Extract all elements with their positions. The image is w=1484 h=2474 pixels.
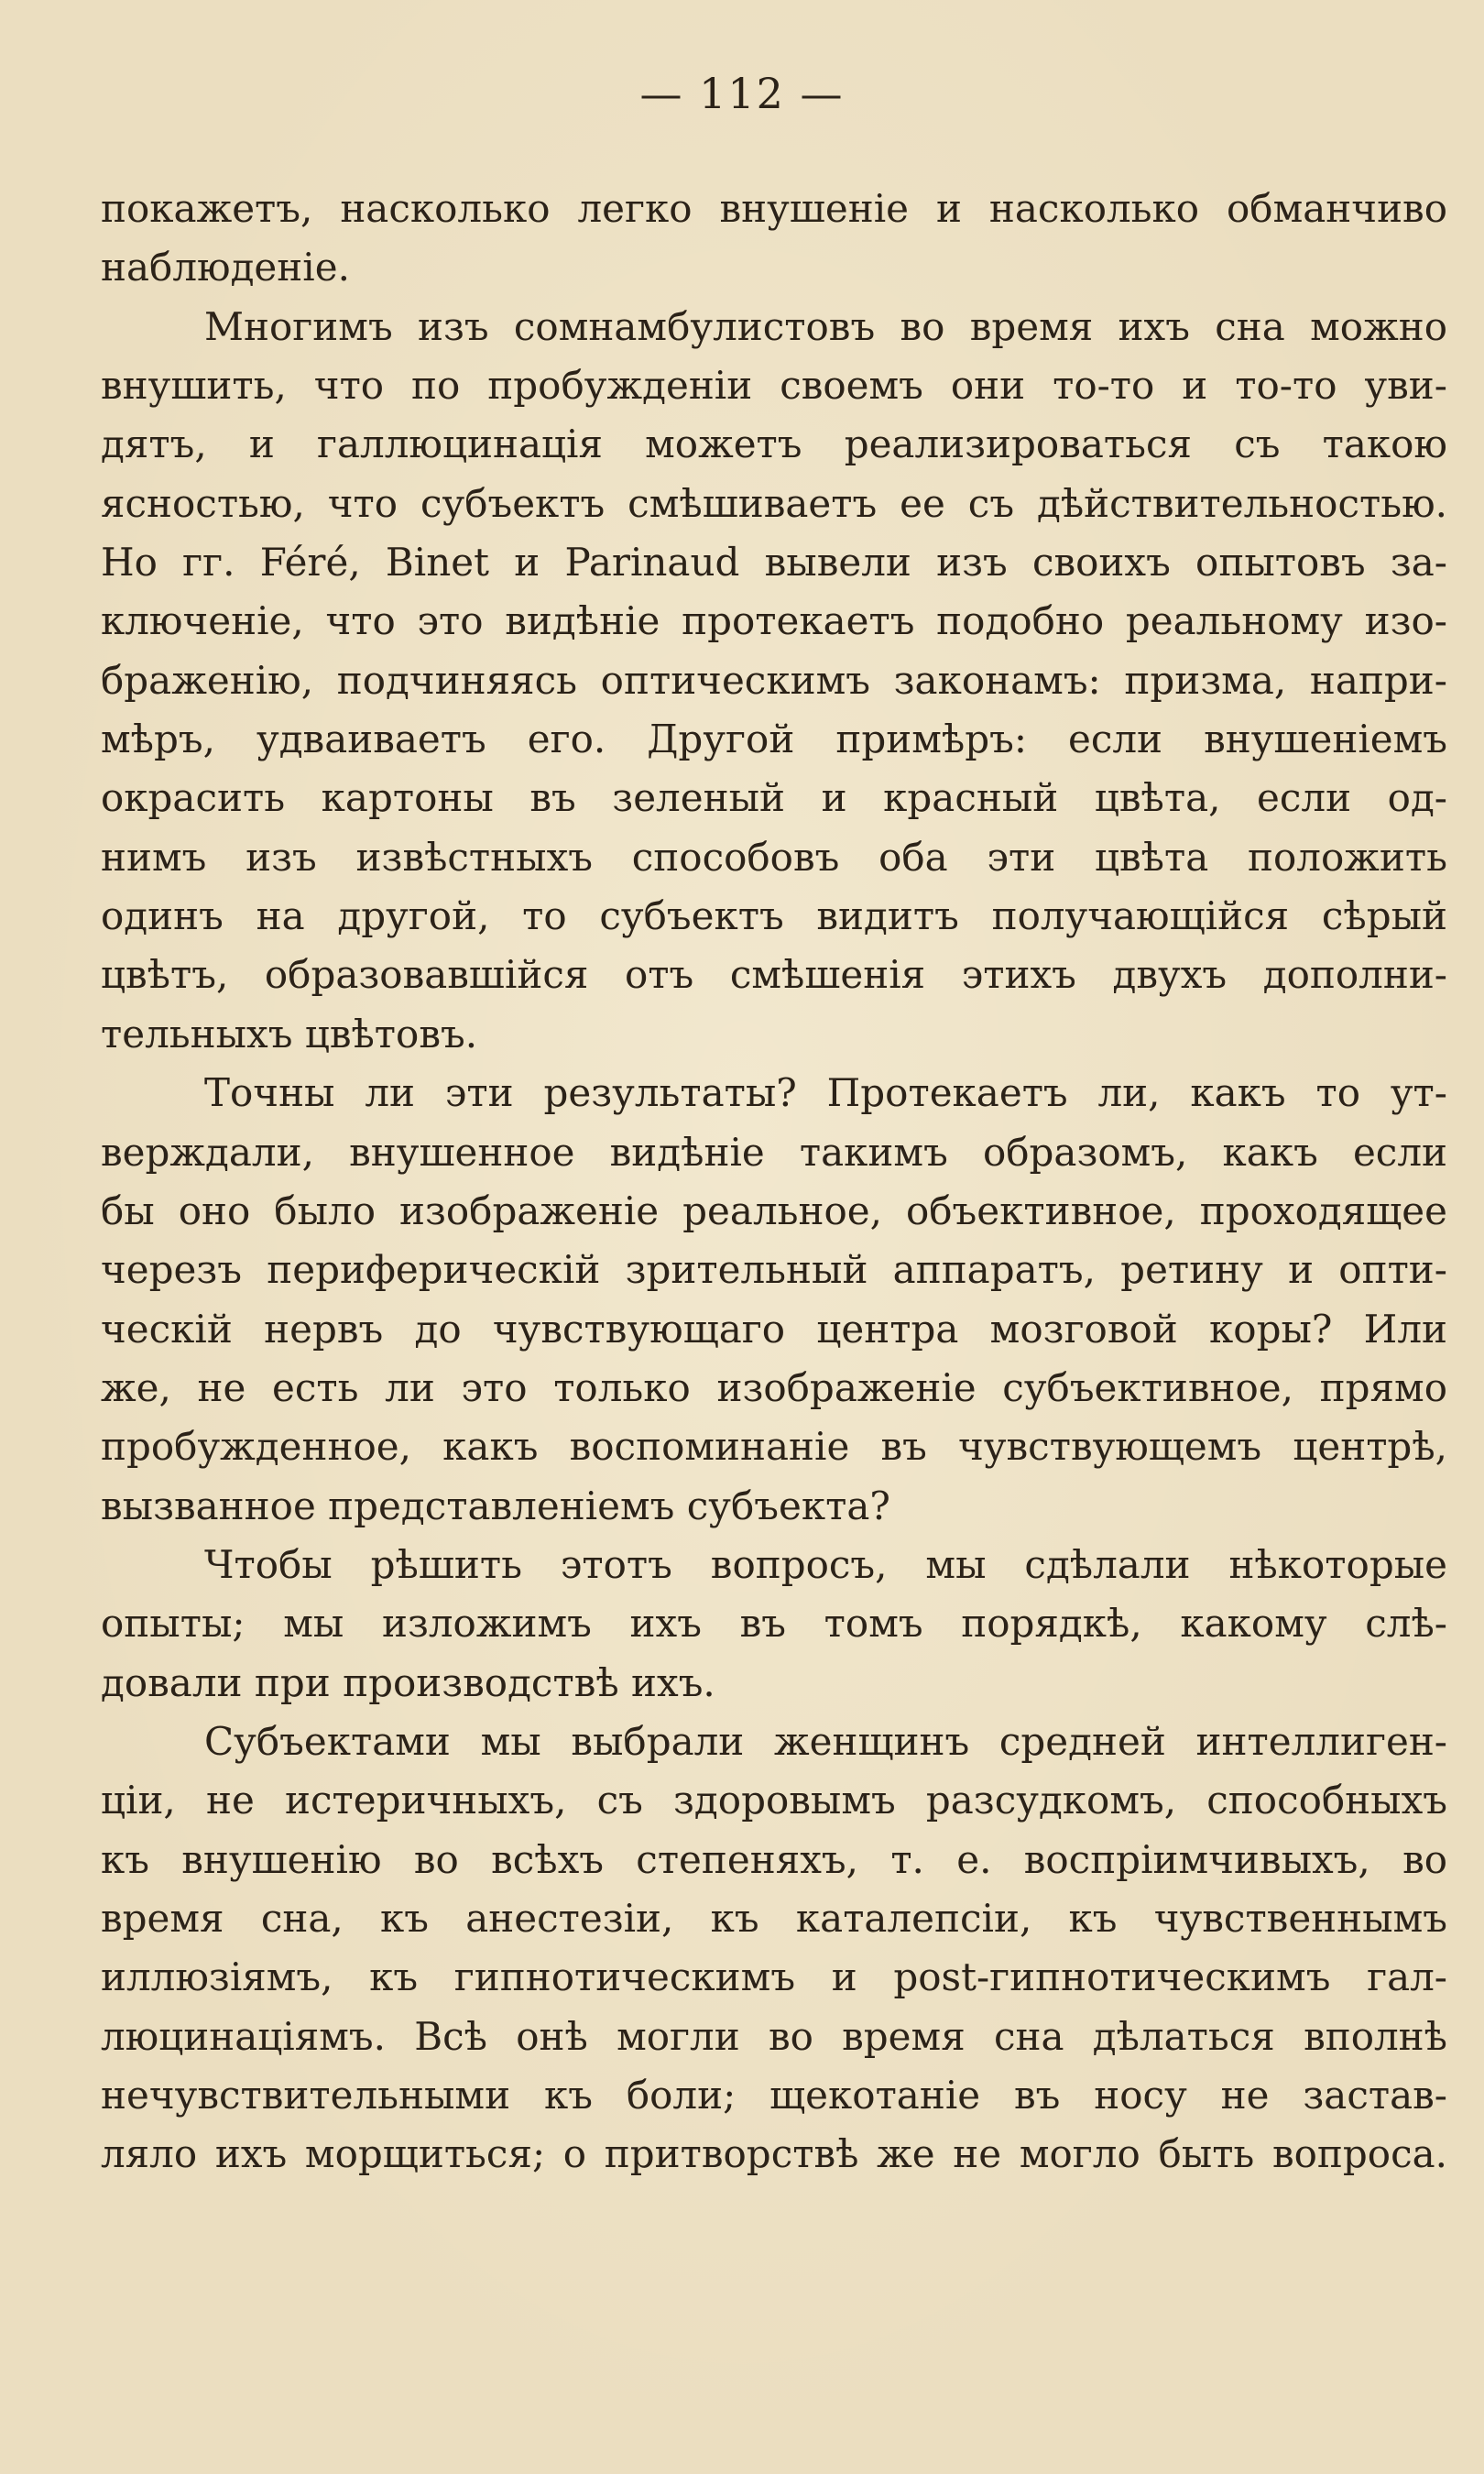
text-line: верждали, внушенное видѣніе такимъ образомъ, какъ если	[101, 1129, 1447, 1175]
text-line: Чтобы рѣшить этотъ вопросъ, мы сдѣлали нѣкоторые	[204, 1541, 1447, 1587]
text-line: тельныхъ цвѣтовъ.	[101, 1011, 478, 1056]
text-line: Субъектами мы выбрали женщинъ средней интеллиген-	[204, 1718, 1447, 1764]
text-line: Точны ли эти результаты? Протекаетъ ли, какъ то ут-	[204, 1070, 1447, 1116]
text-line: пробужденное, какъ воспоминаніе въ чувствующемъ центрѣ,	[101, 1424, 1447, 1470]
page-number: — 112 —	[639, 69, 845, 118]
text-line: вызванное представленіемъ субъекта?	[101, 1483, 890, 1528]
text-line: нечувствительными къ боли; щекотаніе въ носу не застав-	[101, 2073, 1447, 2118]
text-line: черезъ периферическій зрительный аппаратъ, ретину и опти-	[101, 1247, 1447, 1293]
body-text	[101, 180, 1447, 2184]
text-line: одинъ на другой, то субъектъ видитъ получающійся сѣрый	[101, 893, 1447, 939]
text-line: дятъ, и галлюцинація можетъ реализироваться съ такою	[101, 421, 1447, 467]
text-line: ясностью, что субъектъ смѣшиваетъ ее съ дѣйствительностью.	[101, 480, 1447, 526]
text-line: цвѣтъ, образовавшійся отъ смѣшенія этихъ двухъ дополни-	[101, 952, 1447, 998]
text-line: Но гг. Féré, Binet и Parinaud вывели изъ своихъ опытовъ за-	[101, 540, 1447, 586]
text-line: браженію, подчиняясь оптическимъ законамъ: призма, напри-	[101, 657, 1447, 703]
text-line: иллюзіямъ, къ гипнотическимъ и post-гипнотическимъ гал-	[101, 1954, 1447, 2000]
text-line: ляло ихъ морщиться; о притворствѣ же не могло быть вопроса.	[101, 2131, 1447, 2177]
text-line: ческій нервъ до чувствующаго центра мозговой коры? Или	[101, 1306, 1447, 1352]
text-line: довали при производствѣ ихъ.	[101, 1659, 715, 1705]
text-line: ключеніе, что это видѣніе протекаетъ подобно реальному изо-	[101, 598, 1447, 644]
text-line: нимъ изъ извѣстныхъ способовъ оба эти цвѣта положить	[101, 834, 1447, 880]
text-line: внушить, что по пробужденіи своемъ они то-то и то-то уви-	[101, 363, 1447, 409]
text-line: наблюденіе.	[101, 245, 350, 290]
text-line: покажетъ, насколько легко внушеніе и насколько обманчиво	[101, 186, 1447, 231]
text-line: Многимъ изъ сомнамбулистовъ во время ихъ сна можно	[204, 303, 1447, 349]
text-line: къ внушенію во всѣхъ степеняхъ, т. е. воспріимчивыхъ, во	[101, 1836, 1447, 1882]
text-line: люцинаціямъ. Всѣ онѣ могли во время сна дѣлаться вполнѣ	[101, 2013, 1447, 2059]
text-line: ціи, не истеричныхъ, съ здоровымъ разсудкомъ, способныхъ	[101, 1778, 1447, 1823]
text-line: бы оно было изображеніе реальное, объективное, проходящее	[101, 1188, 1447, 1233]
text-line: окрасить картоны въ зеленый и красный цвѣта, если од-	[101, 775, 1447, 821]
text-line: опыты; мы изложимъ ихъ въ томъ порядкѣ, какому слѣ-	[101, 1601, 1447, 1647]
text-line: время сна, къ анестезіи, къ каталепсіи, къ чувственнымъ	[101, 1895, 1447, 1941]
text-line: же, не есть ли это только изображеніе субъективное, прямо	[101, 1364, 1447, 1410]
text-line: мѣръ, удваиваетъ его. Другой примѣръ: если внушеніемъ	[101, 717, 1447, 762]
